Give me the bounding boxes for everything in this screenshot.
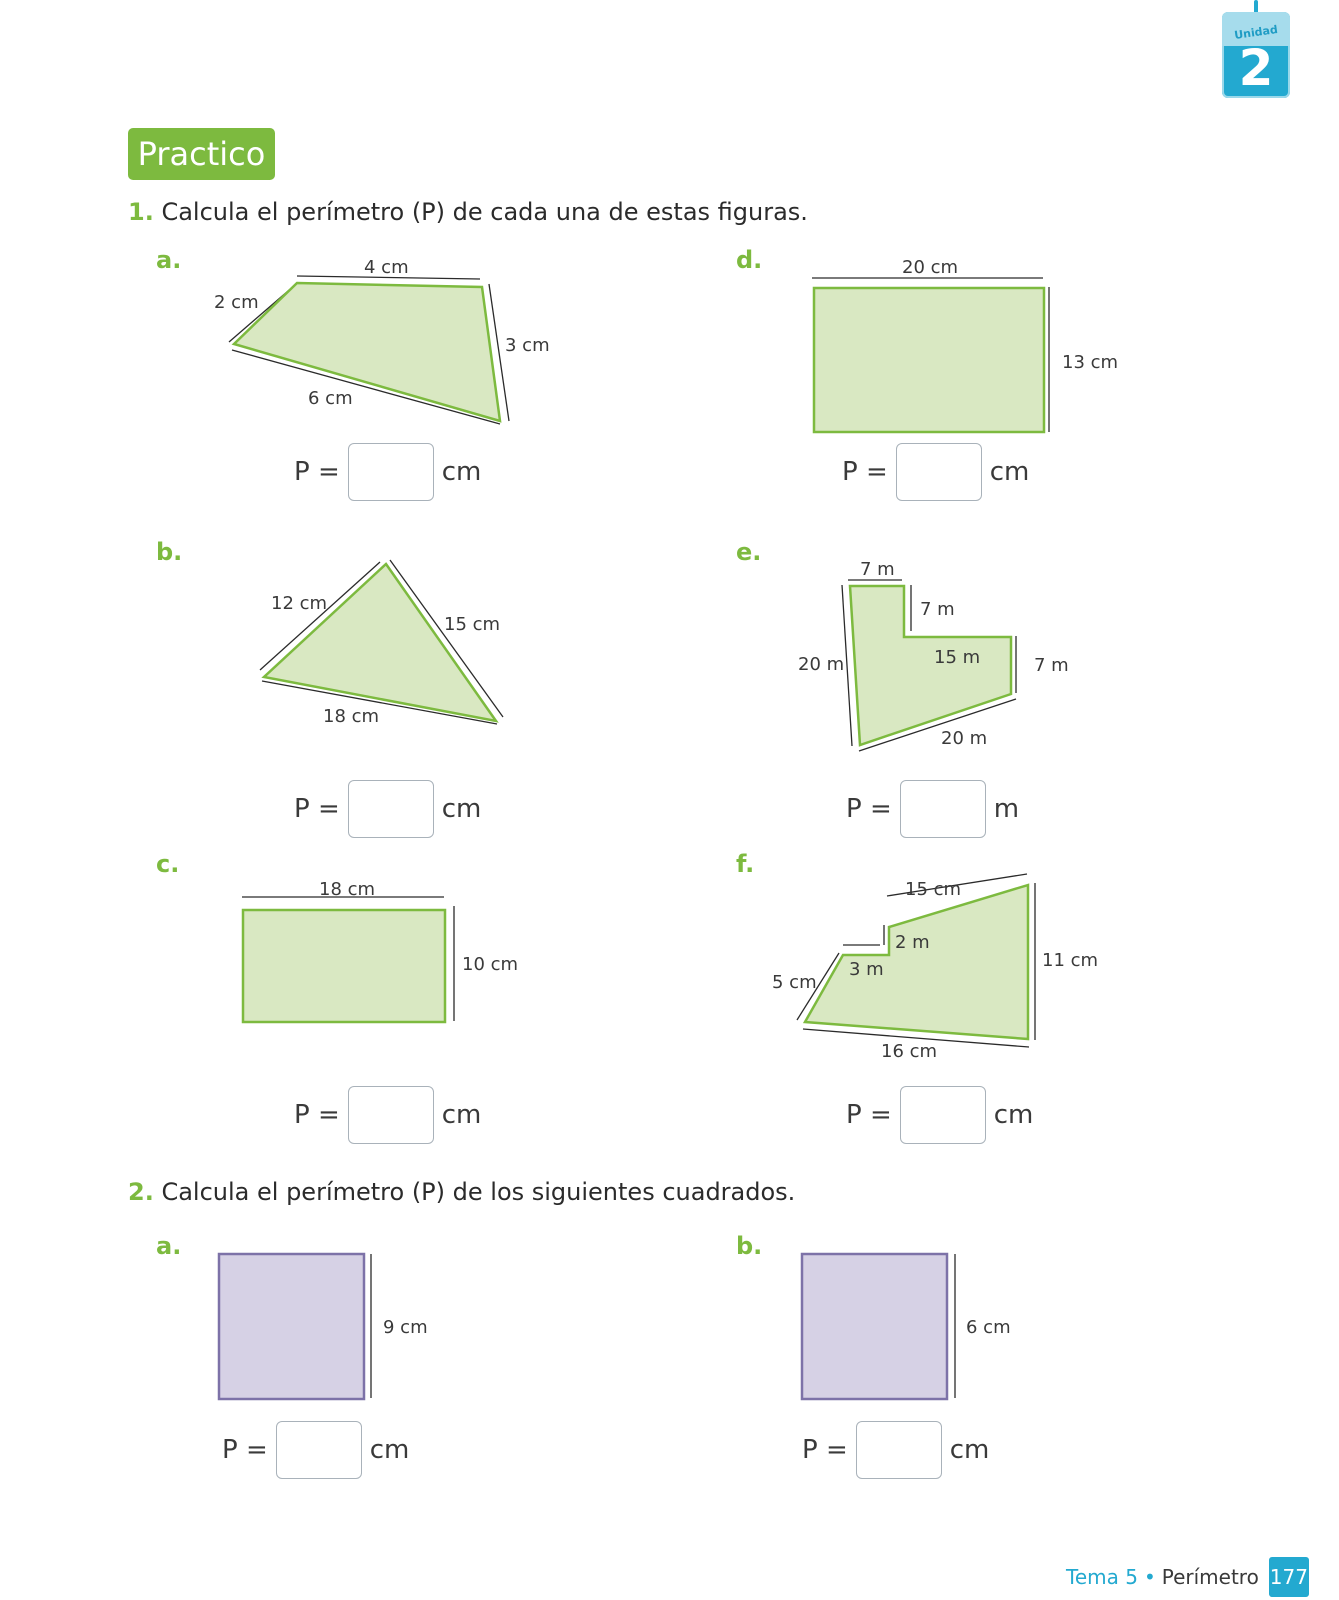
item-1c-letter: c.: [156, 850, 180, 878]
answer-row-1b: [294, 780, 481, 838]
sq-a-label: 9 cm: [383, 1317, 428, 1338]
unit-label: cm: [441, 1100, 482, 1130]
fig-e-label-left: 20 m: [798, 654, 845, 675]
item-2a-letter: a.: [156, 1232, 182, 1260]
unit-number: 2: [1238, 39, 1274, 97]
fig-f-label-left: 5 cm: [772, 972, 817, 993]
fig-d-label-top: 20 cm: [902, 257, 959, 278]
answer-row-1c: [294, 1086, 481, 1144]
exercise-2-number: 2.: [128, 1178, 154, 1206]
fig-e-label-top: 7 m: [860, 559, 895, 580]
fig-e-label-inner: 7 m: [920, 599, 955, 620]
exercise-2-instruction: Calcula el perímetro (P) de los siguientes cuadrados.: [161, 1178, 796, 1206]
answer-box-1a[interactable]: [348, 443, 434, 501]
item-1f-letter: f.: [736, 850, 755, 878]
footer-separator: •: [1143, 1565, 1156, 1589]
fig-b-label-bottom: 18 cm: [323, 706, 380, 727]
fig-a-label-top: 4 cm: [364, 257, 409, 278]
item-1a-letter: a.: [156, 246, 182, 274]
answer-box-1e[interactable]: [900, 780, 986, 838]
page-footer: [1066, 1557, 1309, 1597]
unit-label: cm: [949, 1435, 990, 1465]
fig-f-label-top: 15 cm: [905, 879, 962, 900]
fig-d-rectangle: [814, 288, 1044, 432]
answer-box-1b[interactable]: [348, 780, 434, 838]
item-1e-letter: e.: [736, 538, 762, 566]
answer-row-2a: [222, 1421, 409, 1479]
fig-a-quadrilateral: [234, 283, 500, 421]
fig-e-label-right: 7 m: [1034, 655, 1069, 676]
fig-f-label-right: 11 cm: [1042, 950, 1099, 971]
p-label: P =: [294, 457, 340, 487]
footer-tema: Tema 5: [1066, 1565, 1138, 1589]
sq-b-label: 6 cm: [966, 1317, 1011, 1338]
exercise-1-number: 1.: [128, 198, 154, 226]
answer-row-1a: [294, 443, 481, 501]
fig-b-triangle: [264, 564, 496, 721]
fig-c-rectangle: [243, 910, 445, 1022]
fig-a-label-bottom: 6 cm: [308, 388, 353, 409]
answer-box-2a[interactable]: [276, 1421, 362, 1479]
answer-box-2b[interactable]: [856, 1421, 942, 1479]
answer-box-1d[interactable]: [896, 443, 982, 501]
answer-box-1c[interactable]: [348, 1086, 434, 1144]
sq-a-square: [219, 1254, 364, 1399]
p-label: P =: [222, 1435, 268, 1465]
fig-e-label-mid: 15 m: [934, 647, 981, 668]
answer-row-1d: [842, 443, 1029, 501]
unit-label: cm: [993, 1100, 1034, 1130]
p-label: P =: [846, 794, 892, 824]
footer-topic: Perímetro: [1161, 1565, 1259, 1589]
item-1d-letter: d.: [736, 246, 763, 274]
unit-label: cm: [989, 457, 1030, 487]
unit-word: Unidad: [1233, 23, 1279, 42]
practice-badge: Practico: [128, 128, 275, 180]
item-2b-letter: b.: [736, 1232, 763, 1260]
answer-row-1e: [846, 780, 1019, 838]
p-label: P =: [842, 457, 888, 487]
exercise-2-title: [128, 1178, 795, 1206]
fig-f-label-bottom: 16 cm: [881, 1041, 938, 1062]
exercise-1-instruction: Calcula el perímetro (P) de cada una de estas figuras.: [161, 198, 808, 226]
fig-f-shape: [805, 885, 1028, 1039]
p-label: P =: [846, 1100, 892, 1130]
fig-a-label-left: 2 cm: [214, 292, 259, 313]
unit-label: m: [993, 794, 1020, 824]
page-number: 177: [1269, 1557, 1309, 1597]
fig-f-label-step: 2 m: [895, 932, 930, 953]
fig-c-label-right: 10 cm: [462, 954, 519, 975]
unit-label: cm: [441, 457, 482, 487]
fig-c-label-top: 18 cm: [319, 879, 376, 900]
p-label: P =: [294, 794, 340, 824]
sq-b-square: [802, 1254, 947, 1399]
answer-box-1f[interactable]: [900, 1086, 986, 1144]
fig-b-label-right: 15 cm: [444, 614, 501, 635]
fig-d-label-right: 13 cm: [1062, 352, 1119, 373]
fig-a-label-right: 3 cm: [505, 335, 550, 356]
fig-f-label-shelf: 3 m: [849, 959, 884, 980]
answer-row-1f: [846, 1086, 1033, 1144]
fig-e-label-bottom: 20 m: [941, 728, 988, 749]
item-1b-letter: b.: [156, 538, 183, 566]
unit-label: cm: [369, 1435, 410, 1465]
p-label: P =: [802, 1435, 848, 1465]
fig-b-label-left: 12 cm: [271, 593, 328, 614]
answer-row-2b: [802, 1421, 989, 1479]
unit-label: cm: [441, 794, 482, 824]
p-label: P =: [294, 1100, 340, 1130]
